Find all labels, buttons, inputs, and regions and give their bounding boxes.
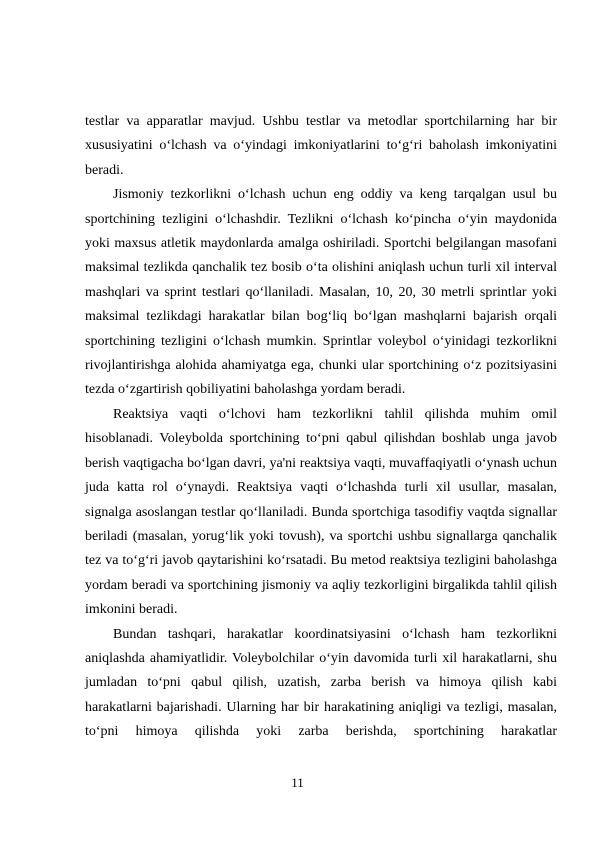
paragraph-speed-measurement: Jismoniy tezkorlikni o‘lchash uchun eng oddiy va keng tarqalgan usul bu sportchining tezligini o‘lchashdir. Tezlikni o‘lchash ko‘pincha o‘yin maydonida yoki maxsus atletik maydonlarda amalga oshiriladi. Sportchi belgilangan masofani maksimal tezlikda qanchalik tez bosib o‘ta olishini aniqlash uchun turli xil interval mashqlari va sprint testlari qo‘llaniladi. Masalan, 10, 20, 30 metrli sprintlar yoki maksimal tezlikdagi harakatlar bilan bog‘liq bo‘lgan mashqlarni bajarish orqali sportchining tezligini o‘lchash mumkin. Sprintlar voleybol o‘yinidagi tezkorlikni rivojlantirishga alohida ahamiyatga ega, chunki ular sportchining o‘z pozitsiyasini tezda o‘zgartirish qobiliyatini baholashga yordam beradi. xyxy=(85,187,557,398)
paragraph-coordination: Bundan tashqari, harakatlar koordinatsiyasini o‘lchash ham tezkorlikni aniqlashda ahamiyatlidir. Voleybolchilar o‘yin davomida turli xil harakatlarni, shu jumladan to‘pni qabul qilish, uzatish, zarba berish va himoya qilish kabi harakatlarni bajarishadi. Ularning har bir harakatining aniqligi va tezligi, masalan, to‘pni himoya qilishda yoki zarba berishda, sportchining harakatlar xyxy=(85,626,557,740)
paragraph-continued: testlar va apparatlar mavjud. Ushbu testlar va metodlar sportchilarning har bir xususiyatini o‘lchash va o‘yindagi imkoniyatlarini to‘g‘ri baholash imkoniyatini beradi. xyxy=(85,114,557,178)
page-number: 11 xyxy=(291,775,304,790)
body-text xyxy=(85,110,557,745)
paragraph-reaction-time: Reaktsiya vaqti o‘lchovi ham tezkorlikni tahlil qilishda muhim omil hisoblanadi. Voleybolda sportchining to‘pni qabul qilishdan boshlab unga javob berish vaqtigacha bo‘lgan davri, ya'ni reaktsiya vaqti, muvaffaqiyatli o‘ynash uchun juda katta rol o‘ynaydi. Reaktsiya vaqti o‘lchashda turli xil usullar, masalan, signalga asoslangan testlar qo‘llaniladi. Bunda sportchiga tasodifiy vaqtda signallar beriladi (masalan, yorug‘lik yoki tovush), va sportchi ushbu signallarga qanchalik tez va to‘g‘ri javob qaytarishini ko‘rsatadi. Bu metod reaktsiya tezligini baholashga yordam beradi va sportchining jismoniy va aqliy tezkorligini birgalikda tahlil qilish imkonini beradi. xyxy=(85,406,557,618)
